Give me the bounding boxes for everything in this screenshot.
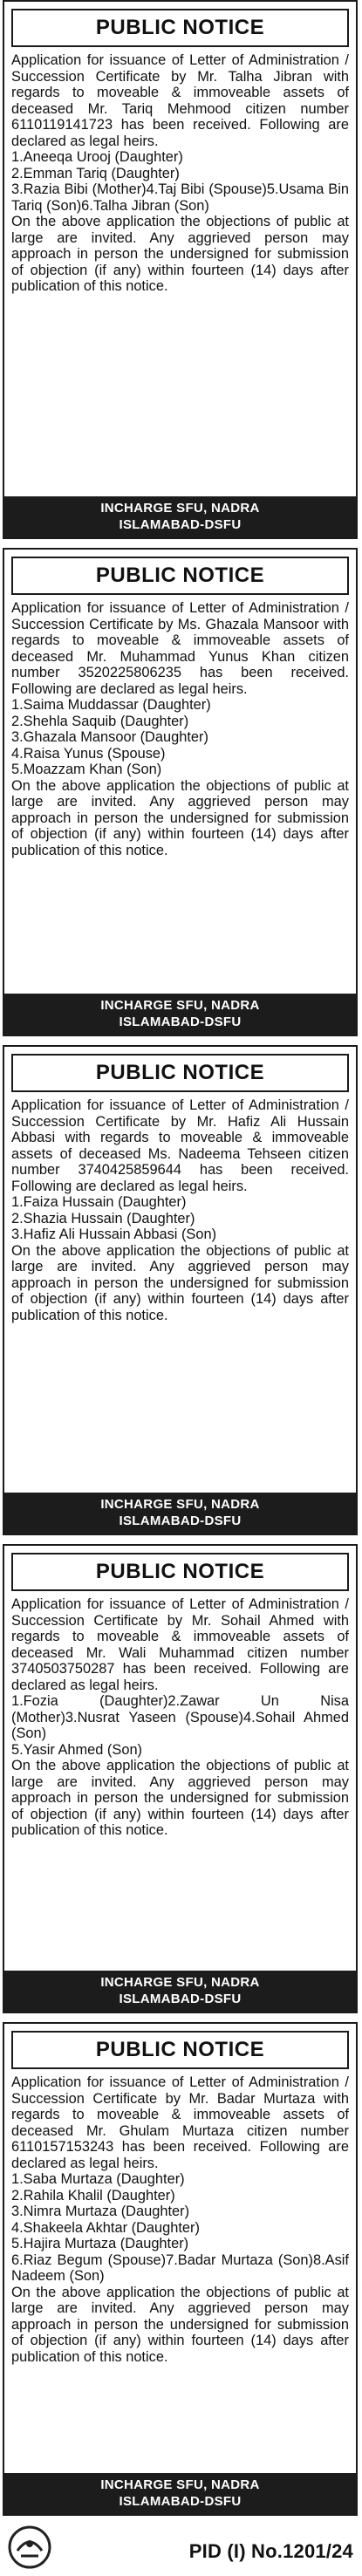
notice-text: Application for issuance of Letter of Administration / Succession Certificate by Ms. Ghazala Mansoor with regards to moveable & immoveable assets of deceased Mr. Muhammad Yunus Khan citizen number 3520225806235 has been received. Following are declared as legal heirs. 1.Saima Muddassar (Daughter) 2.Shehla Saquib (Daughter) 3.Ghazala Mansoor (Daughter) 4.Raisa Yunus (Spouse) 5.Moazzam Khan (Son) On the above application the objections of public at large are invited. Any aggrieved person may approach in person the undersigned for submission of objection (if any) within fourteen (14) days after publication of this notice.: [11, 600, 349, 858]
notice-signature: [4, 496, 356, 537]
public-notice-3: [3, 1045, 358, 1535]
notice-text: Application for issuance of Letter of Administration / Succession Certificate by Mr. Sohail Ahmed with regards to moveable & immoveable assets of deceased Mr. Wali Muhammad citizen number 3740503750287 has been received. Following are declared as legal heirs. 1.Fozia (Daughter)2.Zawar Un Nisa (Mother)3.Nusrat Yaseen (Spouse)4.Sohail Ahmed (Son) 5.Yasir Ahmed (Son) On the above application the objections of public at large are invited. Any aggrieved person may approach in person the undersigned for submission of objection (if any) within fourteen (14) days after publication of this notice.: [11, 1596, 349, 1838]
notice-body: [4, 1097, 356, 1323]
notice-signature: [4, 1493, 356, 1534]
public-notice-5: [3, 2022, 358, 2516]
notice-signature: [4, 994, 356, 1035]
notice-signature: [4, 2473, 356, 2514]
notice-text: Application for issuance of Letter of Administration / Succession Certificate by Mr. Hafiz Ali Hussain Abbasi with regards to moveable & immoveable assets of deceased Ms. Nadeema Tehseen citizen number 3740425859644 has been received. Following are declared as legal heirs. 1.Faiza Hussain (Daughter) 2.Shazia Hussain (Daughter) 3.Hafiz Ali Hussain Abbasi (Son) On the above application the objections of public at large are invited. Any aggrieved person may approach in person the undersigned for submission of objection (if any) within fourteen (14) days after publication of this notice.: [11, 1097, 349, 1323]
notice-text: Application for issuance of Letter of Administration / Succession Certificate by Mr. Talha Jibran with regards to moveable & immoveable assets of deceased Mr. Tariq Mehmood citizen number 6110119141723 has been received. Following are declared as legal heirs. 1.Aneeqa Urooj (Daughter) 2.Emman Tariq (Daughter) 3.Razia Bibi (Mother)4.Taj Bibi (Spouse)5.Usama Bin Tariq (Son)6.Talha Jibran (Son) On the above application the objections of public at large are invited. Any aggrieved person may approach in person the undersigned for submission of objection (if any) within fourteen (14) days after publication of this notice.: [11, 52, 349, 294]
notice-body: [4, 600, 356, 858]
notice-title: PUBLIC NOTICE: [11, 9, 349, 47]
notice-body: [4, 2074, 356, 2365]
notice-body: [4, 1596, 356, 1839]
signature-line-2: ISLAMABAD-DSFU: [119, 517, 242, 532]
notice-signature: [4, 1971, 356, 2012]
government-seal-logo-icon: [7, 2525, 52, 2570]
pid-number: PID (I) No.1201/24: [188, 2540, 353, 2562]
signature-line-1: INCHARGE SFU, NADRA: [100, 998, 260, 1013]
public-notice-4: [3, 1544, 358, 2013]
signature-line-2: ISLAMABAD-DSFU: [119, 1015, 242, 1029]
notice-title: PUBLIC NOTICE: [11, 557, 349, 595]
signature-line-1: INCHARGE SFU, NADRA: [100, 501, 260, 516]
notice-title: PUBLIC NOTICE: [11, 2031, 349, 2069]
signature-line-2: ISLAMABAD-DSFU: [119, 1992, 242, 2006]
notice-text: Application for issuance of Letter of Administration / Succession Certificate by Mr. Badar Murtaza with regards to moveable & immoveable assets of deceased Mr. Ghulam Murtaza citizen number 6110157153243 has been received. Following are declared as legal heirs. 1.Saba Murtaza (Daughter) 2.Rahila Khalil (Daughter) 3.Nimra Murtaza (Daughter) 4.Shakeela Akhtar (Daughter) 5.Hajira Murtaza (Daughter) 6.Riaz Begum (Spouse)7.Badar Murtaza (Son)8.Asif Nadeem (Son) On the above application the objections of public at large are invited. Any aggrieved person may approach in person the undersigned for submission of objection (if any) within fourteen (14) days after publication of this notice.: [11, 2074, 349, 2365]
notice-title: PUBLIC NOTICE: [11, 1054, 349, 1092]
signature-line-1: INCHARGE SFU, NADRA: [100, 1497, 260, 1512]
signature-line-2: ISLAMABAD-DSFU: [119, 2494, 242, 2509]
notice-title: PUBLIC NOTICE: [11, 1553, 349, 1591]
public-notice-1: [3, 0, 358, 539]
signature-line-2: ISLAMABAD-DSFU: [119, 1513, 242, 1528]
public-notice-2: [3, 548, 358, 1036]
publication-footer: [0, 2519, 362, 2576]
signature-line-1: INCHARGE SFU, NADRA: [100, 1975, 260, 1990]
signature-line-1: INCHARGE SFU, NADRA: [100, 2477, 260, 2492]
notice-body: [4, 52, 356, 295]
